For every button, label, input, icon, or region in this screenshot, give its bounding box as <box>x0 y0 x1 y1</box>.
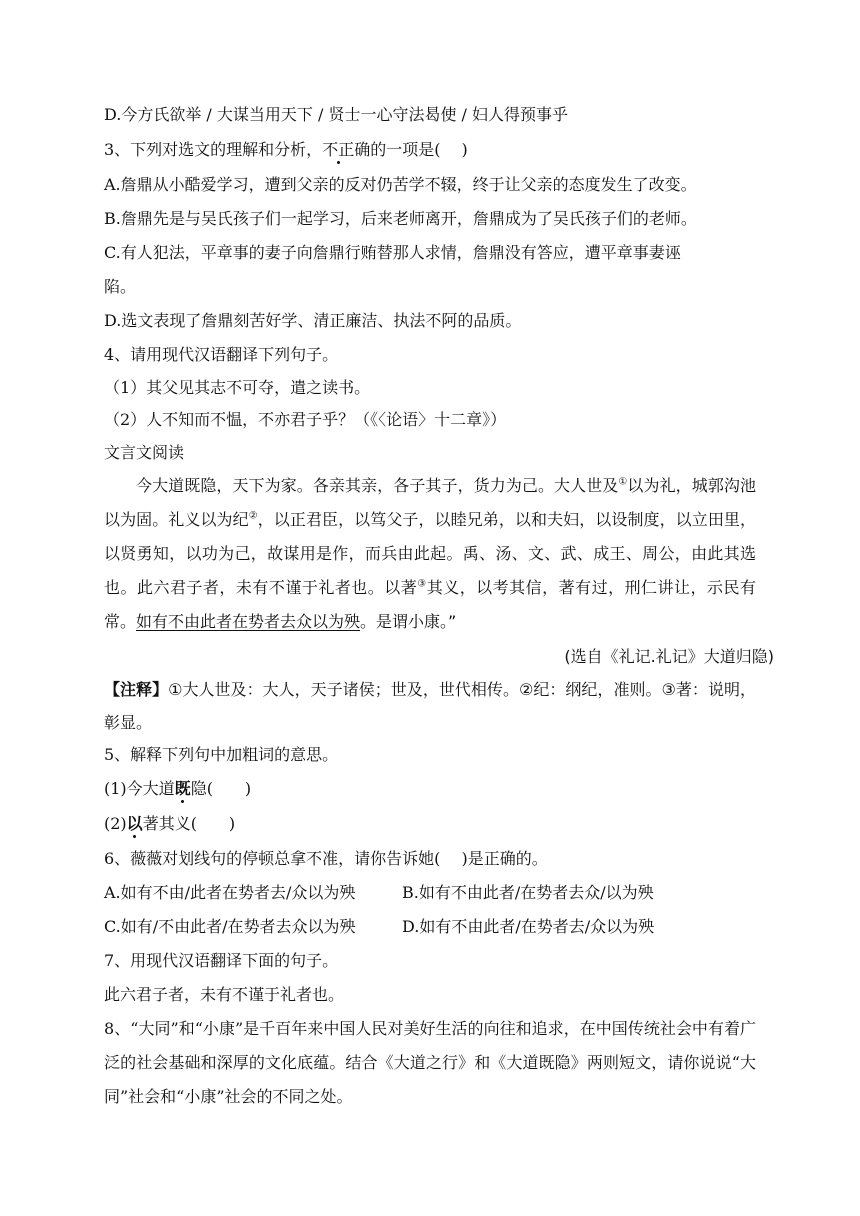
passage-part-1: 今大道既隐，天下为家。各亲其亲，各子其子，货力为己。大人世及 <box>136 476 619 495</box>
q5-item-1 <box>104 778 251 800</box>
underlined-sentence: 如有不由此者在势者去众以为殃 <box>136 612 361 631</box>
q5-item-2-post: 著其义( ) <box>142 814 236 833</box>
q3-option-c-cont: 陷。 <box>104 277 137 296</box>
q5-bold-word-1: 既 <box>174 779 191 798</box>
q3-stem-post: 确的一项是( ) <box>354 140 468 159</box>
note-marker-2: ② <box>248 510 258 522</box>
annotation-block <box>104 673 756 739</box>
q5-item-2-pre: (2) <box>104 814 127 833</box>
q4-item-1: （1）其父见其志不可夺，遣之读书。 <box>104 378 371 397</box>
passage-source: (选自《礼记.礼记》大道归隐) <box>564 647 774 666</box>
note-marker-1: ① <box>618 476 628 488</box>
note-marker-3: ③ <box>417 578 427 590</box>
q6-option-c: C.如有/不由此者/在势者去众以为殃 <box>104 917 356 936</box>
classical-passage <box>104 469 756 639</box>
q2-option-d: D.今方氏欲举 / 大谋当用天下 / 贤士一心守法曷使 / 妇人得预事乎 <box>104 105 569 124</box>
q5-bold-word-2: 以 <box>126 814 143 833</box>
q3-emphasis: 不正 <box>322 140 355 159</box>
passage-part-2: 以为礼，城郭沟池以为固。礼义以为纪 <box>104 476 756 529</box>
passage-part-5: 。是谓小康。” <box>360 612 457 631</box>
q5-item-1-post: 隐( ) <box>190 779 252 798</box>
q3-stem <box>104 139 468 161</box>
q8-block <box>104 1012 756 1114</box>
q6-option-b: B.如有不由此者/在势者去众/以为殃 <box>402 883 654 902</box>
q3-option-c: C.有人犯法，平章事的妻子向詹鼎行贿替那人求情，詹鼎没有答应，遭平章事妻诬 <box>104 243 681 262</box>
q8-text: 8、“大同”和“小康”是千百年来中国人民对美好生活的向往和追求，在中国传统社会中有着广泛的社会基础和深厚的文化底蕴。结合《大道之行》和《大道既隐》两则短文，请你说说“大同”社会和“小康”社会的不同之处。 <box>104 1019 756 1106</box>
q3-option-a: A.詹鼎从小酷爱学习，遭到父亲的反对仍苦学不辍，终于让父亲的态度发生了改变。 <box>104 175 697 194</box>
q6-option-d: D.如有不由此者/在势者去/众以为殃 <box>402 917 655 936</box>
q3-stem-pre: 3、下列对选文的理解和分析， <box>104 140 323 159</box>
q5-item-1-pre: (1)今大道 <box>104 779 175 798</box>
q3-option-d: D.选文表现了詹鼎刻苦好学、清正廉洁、执法不阿的品质。 <box>104 311 522 330</box>
passage-part-4: 其义，以考其信，著有过，刑仁讲让，示民有常。 <box>104 578 756 631</box>
q6-title: 6、薇薇对划线句的停顿总拿不准，请你告诉她( )是正确的。 <box>104 849 548 868</box>
q5-item-2 <box>104 813 235 835</box>
annotation-text: ①大人世及：大人，天子诸侯；世及，世代相传。②纪：纲纪，准则。③著：说明，彰显。 <box>104 680 756 732</box>
passage-part-3: ，以正君臣，以笃父子，以睦兄弟，以和夫妇，以设制度，以立田里，以贤勇知，以功为己，故谋用是作，而兵由此起。禹、汤、文、武、成王、周公，由此其选也。此六君子者，未有不谨于礼者也。以著 <box>104 510 756 597</box>
q3-option-b: B.詹鼎先是与吴氏孩子们一起学习，后来老师离开，詹鼎成为了吴氏孩子们的老师。 <box>104 209 697 228</box>
q6-option-a: A.如有不由/此者在势者去/众以为殃 <box>104 883 356 902</box>
annotation-label: 【注释】 <box>104 680 169 699</box>
q4-item-2: （2）人不知而不愠，不亦君子乎？（《〈论语〉十二章》） <box>104 410 507 429</box>
q4-title: 4、请用现代汉语翻译下列句子。 <box>104 345 339 364</box>
q5-title: 5、解释下列句中加粗词的意思。 <box>104 745 339 764</box>
q7-sentence: 此六君子者，未有不谨于礼者也。 <box>104 985 345 1004</box>
section-heading: 文言文阅读 <box>104 443 185 462</box>
q7-title: 7、用现代汉语翻译下面的句子。 <box>104 951 339 970</box>
